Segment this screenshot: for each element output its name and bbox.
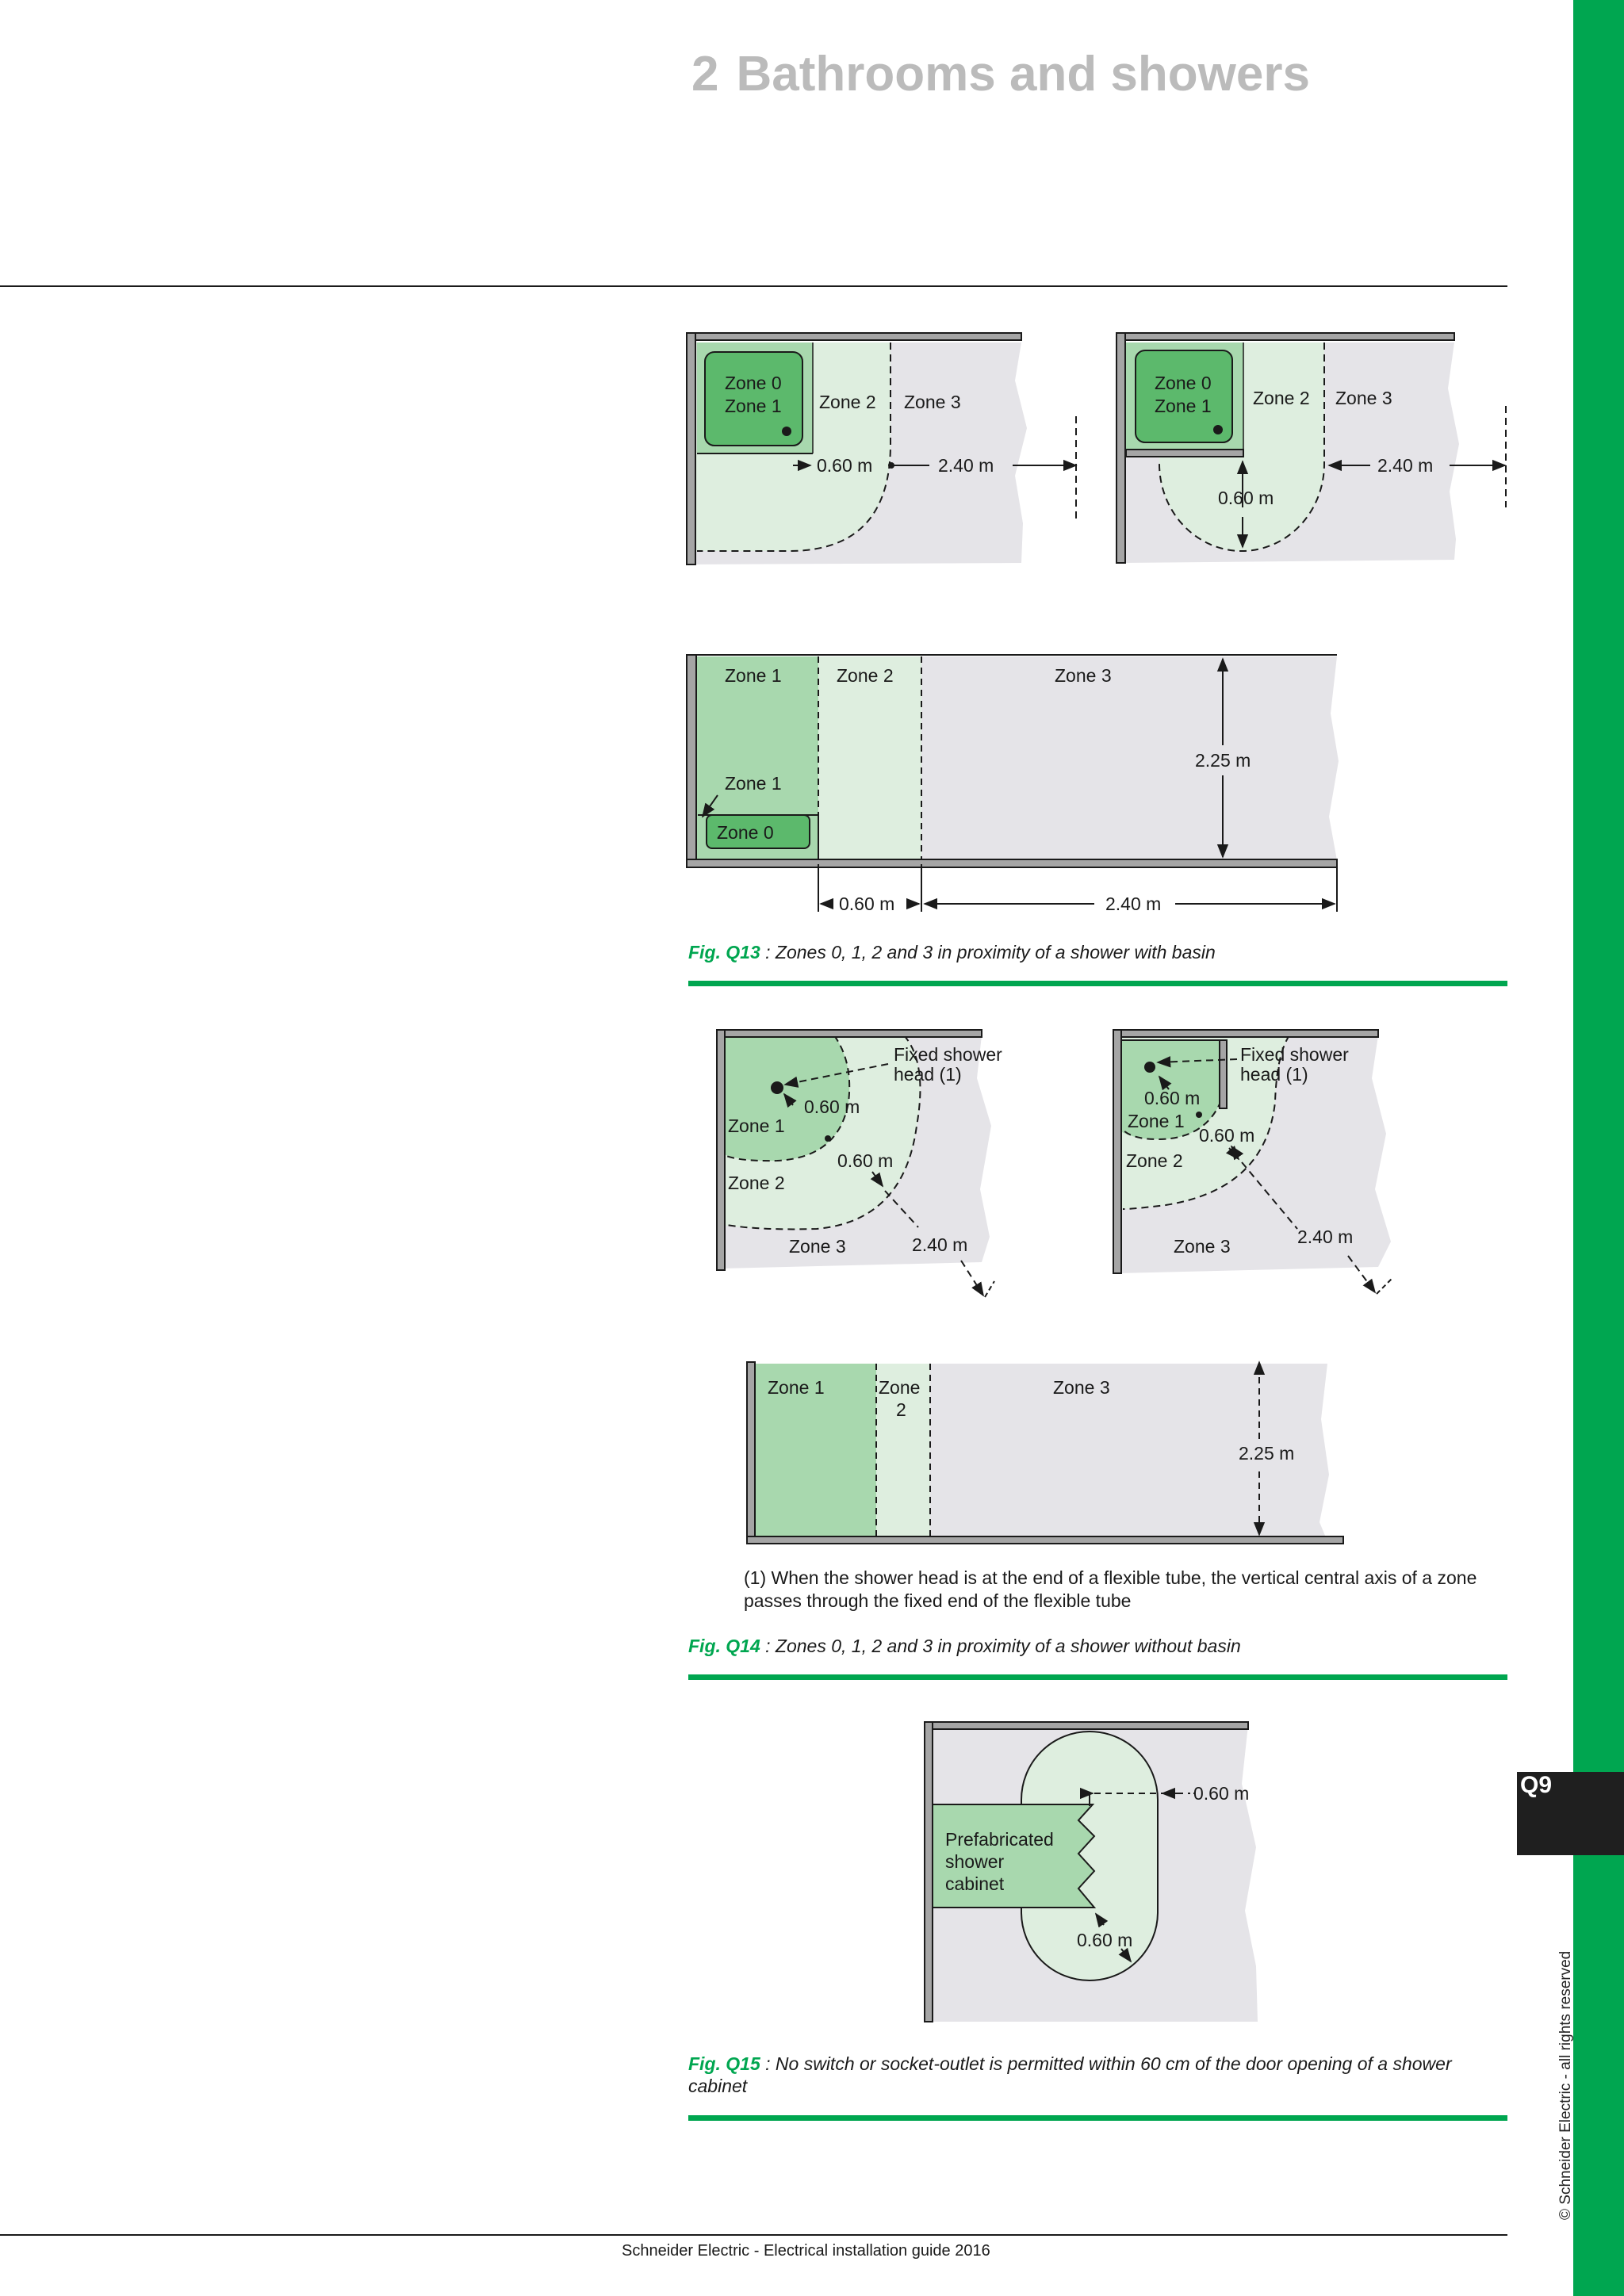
q13-elev-zone3-label: Zone 3 — [1055, 665, 1112, 686]
page-code: Q9 — [1520, 1772, 1553, 1798]
fig-q14-caption-text: : Zones 0, 1, 2 and 3 in proximity of a shower without basin — [760, 1636, 1241, 1656]
q14-elev-zone3-label: Zone 3 — [1053, 1377, 1110, 1398]
q13-elev-zone0-label: Zone 0 — [717, 822, 774, 843]
q14-right-zone2-label: Zone 2 — [1126, 1150, 1183, 1171]
q14-left-shower-head-2: head (1) — [894, 1064, 962, 1085]
q14-right-shower-head-1: Fixed shower — [1240, 1044, 1349, 1065]
chapter-number: 2 — [691, 47, 719, 101]
footer-rule — [0, 2234, 1507, 2236]
q15-dim-060-top: 0.60 m — [1193, 1783, 1250, 1804]
q13-elev-dim-225: 2.25 m — [1195, 750, 1251, 771]
q13-right-zone1-label: Zone 1 — [1155, 396, 1212, 416]
q14-left-zone3-label: Zone 3 — [789, 1236, 846, 1257]
q14-elev-zone1-label: Zone 1 — [768, 1377, 825, 1398]
fig-q15-label: Fig. Q15 — [688, 2053, 760, 2074]
q14-elev-zone2-line1: Zone — [879, 1377, 921, 1398]
footer-text: Schneider Electric - Electrical installation guide 2016 — [622, 2242, 990, 2260]
q15-cabinet-line1: Prefabricated — [945, 1829, 1054, 1850]
q14-right-zone1-label: Zone 1 — [1128, 1111, 1185, 1131]
q13-elev-zone2-label: Zone 2 — [837, 665, 894, 686]
q13-right-zone3-label: Zone 3 — [1335, 388, 1392, 408]
q15-plan — [925, 1722, 1258, 2022]
fig-q13-caption-text: : Zones 0, 1, 2 and 3 in proximity of a shower with basin — [760, 942, 1216, 962]
chapter-title: Bathrooms and showers — [736, 47, 1310, 101]
q14-left-dim-240: 2.40 m — [912, 1234, 968, 1255]
q14-left-dim-060-inner: 0.60 m — [804, 1096, 860, 1117]
q14-right-dim-060-outer: 0.60 m — [1199, 1125, 1255, 1146]
q13-left-dim-060: 0.60 m — [817, 455, 873, 476]
fig-q13-label: Fig. Q13 — [688, 942, 760, 962]
q13-elev-zone1-top-label: Zone 1 — [725, 665, 782, 686]
fig-q15-rule — [688, 2115, 1507, 2121]
q15-cabinet-line3: cabinet — [945, 1873, 1005, 1894]
q14-left-dim-060-outer: 0.60 m — [837, 1150, 894, 1171]
q13-left-zone2-label: Zone 2 — [819, 392, 876, 412]
q13-left-zone1-label: Zone 1 — [725, 396, 782, 416]
q14-right-zone3-label: Zone 3 — [1174, 1236, 1231, 1257]
q14-elev-zone2-line2: 2 — [896, 1399, 906, 1420]
q14-right-shower-head-2: head (1) — [1240, 1064, 1308, 1085]
q13-left-zone3-label: Zone 3 — [904, 392, 961, 412]
q13-elev-zone1-label: Zone 1 — [725, 773, 782, 794]
q13-right-zone0-label: Zone 0 — [1155, 373, 1212, 393]
q14-left-zone1-label: Zone 1 — [728, 1115, 785, 1136]
fig-q14-footnote: (1) When the shower head is at the end of a flexible tube, the vertical central axis of a zone passes through the fixed end of the flexible tube — [744, 1567, 1477, 1611]
q13-elev-dim-060: 0.60 m — [839, 894, 895, 914]
q14-right-dim-060-inner: 0.60 m — [1144, 1088, 1201, 1108]
fig-q15-caption — [688, 2053, 1507, 2097]
q13-right-dim-060: 0.60 m — [1218, 488, 1274, 508]
q14-left-zone2-label: Zone 2 — [728, 1173, 785, 1193]
q14-left-shower-head-1: Fixed shower — [894, 1044, 1002, 1065]
q13-left-dim-240: 2.40 m — [938, 455, 994, 476]
fig-q15-caption-text: : No switch or socket-outlet is permitted within 60 cm of the door opening of a shower cabinet — [688, 2053, 1452, 2096]
fig-q14-label: Fig. Q14 — [688, 1636, 760, 1656]
q13-right-zone2-label: Zone 2 — [1253, 388, 1310, 408]
copyright-notice: © Schneider Electric - all rights reserved — [1557, 1950, 1574, 2220]
q14-right-dim-240: 2.40 m — [1297, 1226, 1354, 1247]
q14-elev-dim-225: 2.25 m — [1239, 1443, 1295, 1464]
q15-cabinet-line2: shower — [945, 1851, 1005, 1872]
q13-left-zone0-label: Zone 0 — [725, 373, 782, 393]
q15-dim-060-bottom: 0.60 m — [1077, 1930, 1133, 1950]
q13-right-dim-240: 2.40 m — [1377, 455, 1434, 476]
q13-elev-dim-240: 2.40 m — [1105, 894, 1162, 914]
